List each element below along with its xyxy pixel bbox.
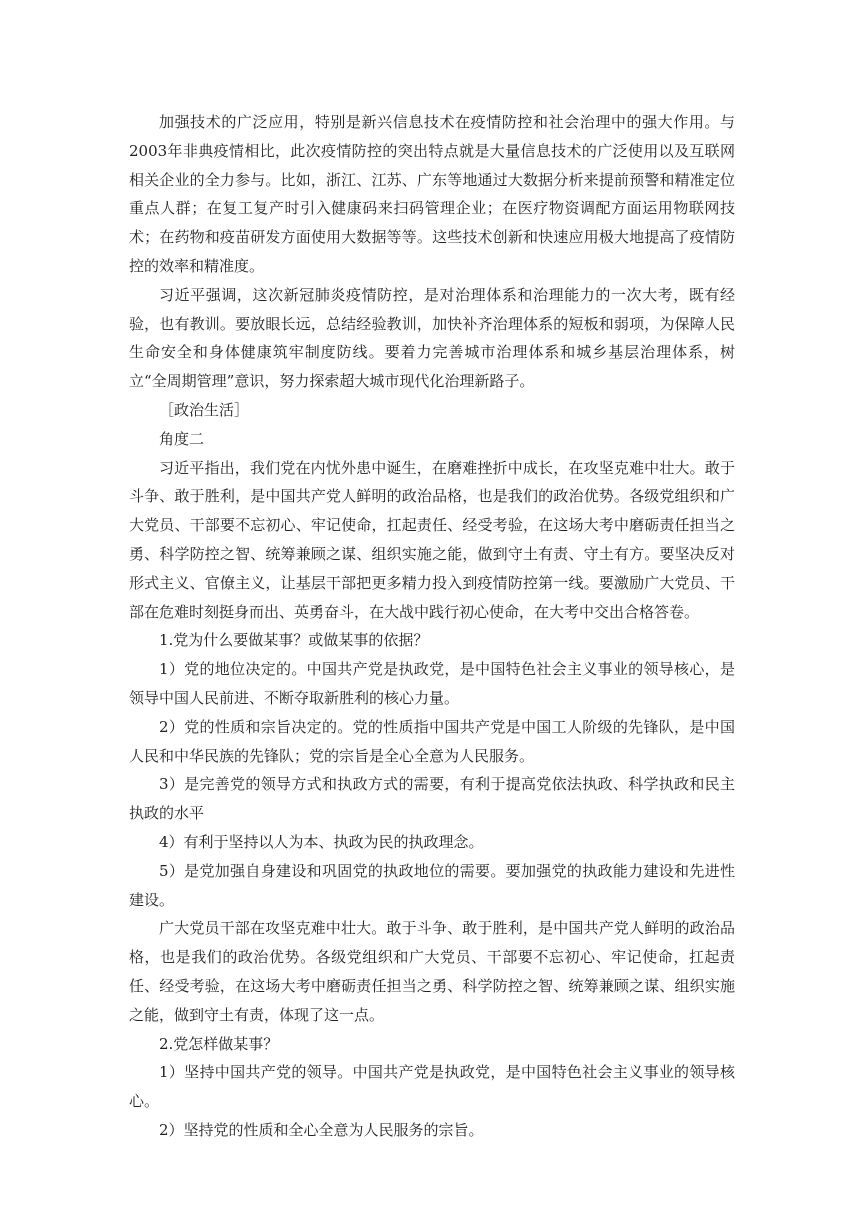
list-item-why-1: 1）党的地位决定的。中国共产党是执政党，是中国特色社会主义事业的领导核心，是领导中国人民前进、不断夺取新胜利的核心力量。 [129, 660, 735, 707]
list-item-why-2: 2）党的性质和宗旨决定的。党的性质指中国共产党是中国工人阶级的先锋队，是中国人民和中华民族的先锋队；党的宗旨是全心全意为人民服务。 [129, 717, 735, 765]
section-label-political-life: ［政治生活］ [159, 400, 250, 419]
paragraph-party-members: 广大党员干部在攻坚克难中壮大。敢于斗争、敢于胜利，是中国共产党人鲜明的政治品格，也是我们的政治优势。各级党组织和广大党员、干部要不忘初心、牢记使命，扛起责任、经受考验，在这场大考中磨砺责任担当之勇、科学防控之智、统筹兼顾之谋、组织实施之能，做到守土有责，体现了这一点。 [129, 919, 735, 1024]
list-item-why-5: 5）是党加强自身建设和巩固党的执政地位的需要。要加强党的执政能力建设和先进性建设。 [129, 861, 735, 909]
paragraph-governance-test: 习近平强调，这次新冠肺炎疫情防控，是对治理体系和治理能力的一次大考，既有经验，也有教训。要放眼长远，总结经验教训，加快补齐治理体系的短板和弱项，为保障人民生命安全和身体健康筑牢制度防线。要着力完善城市治理体系和城乡基层治理体系，树立“全周期管理”意识，努力探索超大城市现代化治理新路子。 [129, 285, 735, 391]
question-how: 2.党怎样做某事？ [159, 1034, 279, 1053]
question-why: 1.党为什么要做某事？或做某事的依据？ [159, 631, 429, 650]
list-item-how-2: 2）坚持党的性质和全心全意为人民服务的宗旨。 [159, 1120, 484, 1139]
section-label-angle-two: 角度二 [159, 429, 205, 448]
list-item-why-4: 4）有利于坚持以人为本、执政为民的执政理念。 [159, 832, 484, 851]
list-item-why-3: 3）是完善党的领导方式和执政方式的需要，有利于提高党依法执政、科学执政和民主执政的水平 [129, 775, 735, 823]
paragraph-tech-application: 加强技术的广泛应用，特别是新兴信息技术在疫情防控和社会治理中的强大作用。与2003年非典疫情相比，此次疫情防控的突出特点就是大量信息技术的广泛使用以及互联网相关企业的全力参与。比如，浙江、江苏、广东等地通过大数据分析来提前预警和精准定位重点人群；在复工复产时引入健康码来扫码管理企业；在医疗物资调配方面运用物联网技术；在药物和疫苗研发方面使用大数据等等。这些技术创新和快速应用极大地提高了疫情防控的效率和精准度。 [129, 113, 735, 275]
paragraph-party-struggle: 习近平指出，我们党在内忧外患中诞生，在磨难挫折中成长，在攻坚克难中壮大。敢于斗争、敢于胜利，是中国共产党人鲜明的政治品格，也是我们的政治优势。各级党组织和广大党员、干部要不忘初心、牢记使命，扛起责任、经受考验，在这场大考中磨砺责任担当之勇、科学防控之智、统筹兼顾之谋、组织实施之能，做到守土有责、守土有方。要坚决反对形式主义、官僚主义，让基层干部把更多精力投入到疫情防控第一线。要激励广大党员、干部在危难时刻挺身而出、英勇奋斗，在大战中践行初心使命，在大考中交出合格答卷。 [129, 458, 735, 621]
list-item-how-1: 1）坚持中国共产党的领导。中国共产党是执政党，是中国特色社会主义事业的领导核心。 [129, 1063, 735, 1111]
